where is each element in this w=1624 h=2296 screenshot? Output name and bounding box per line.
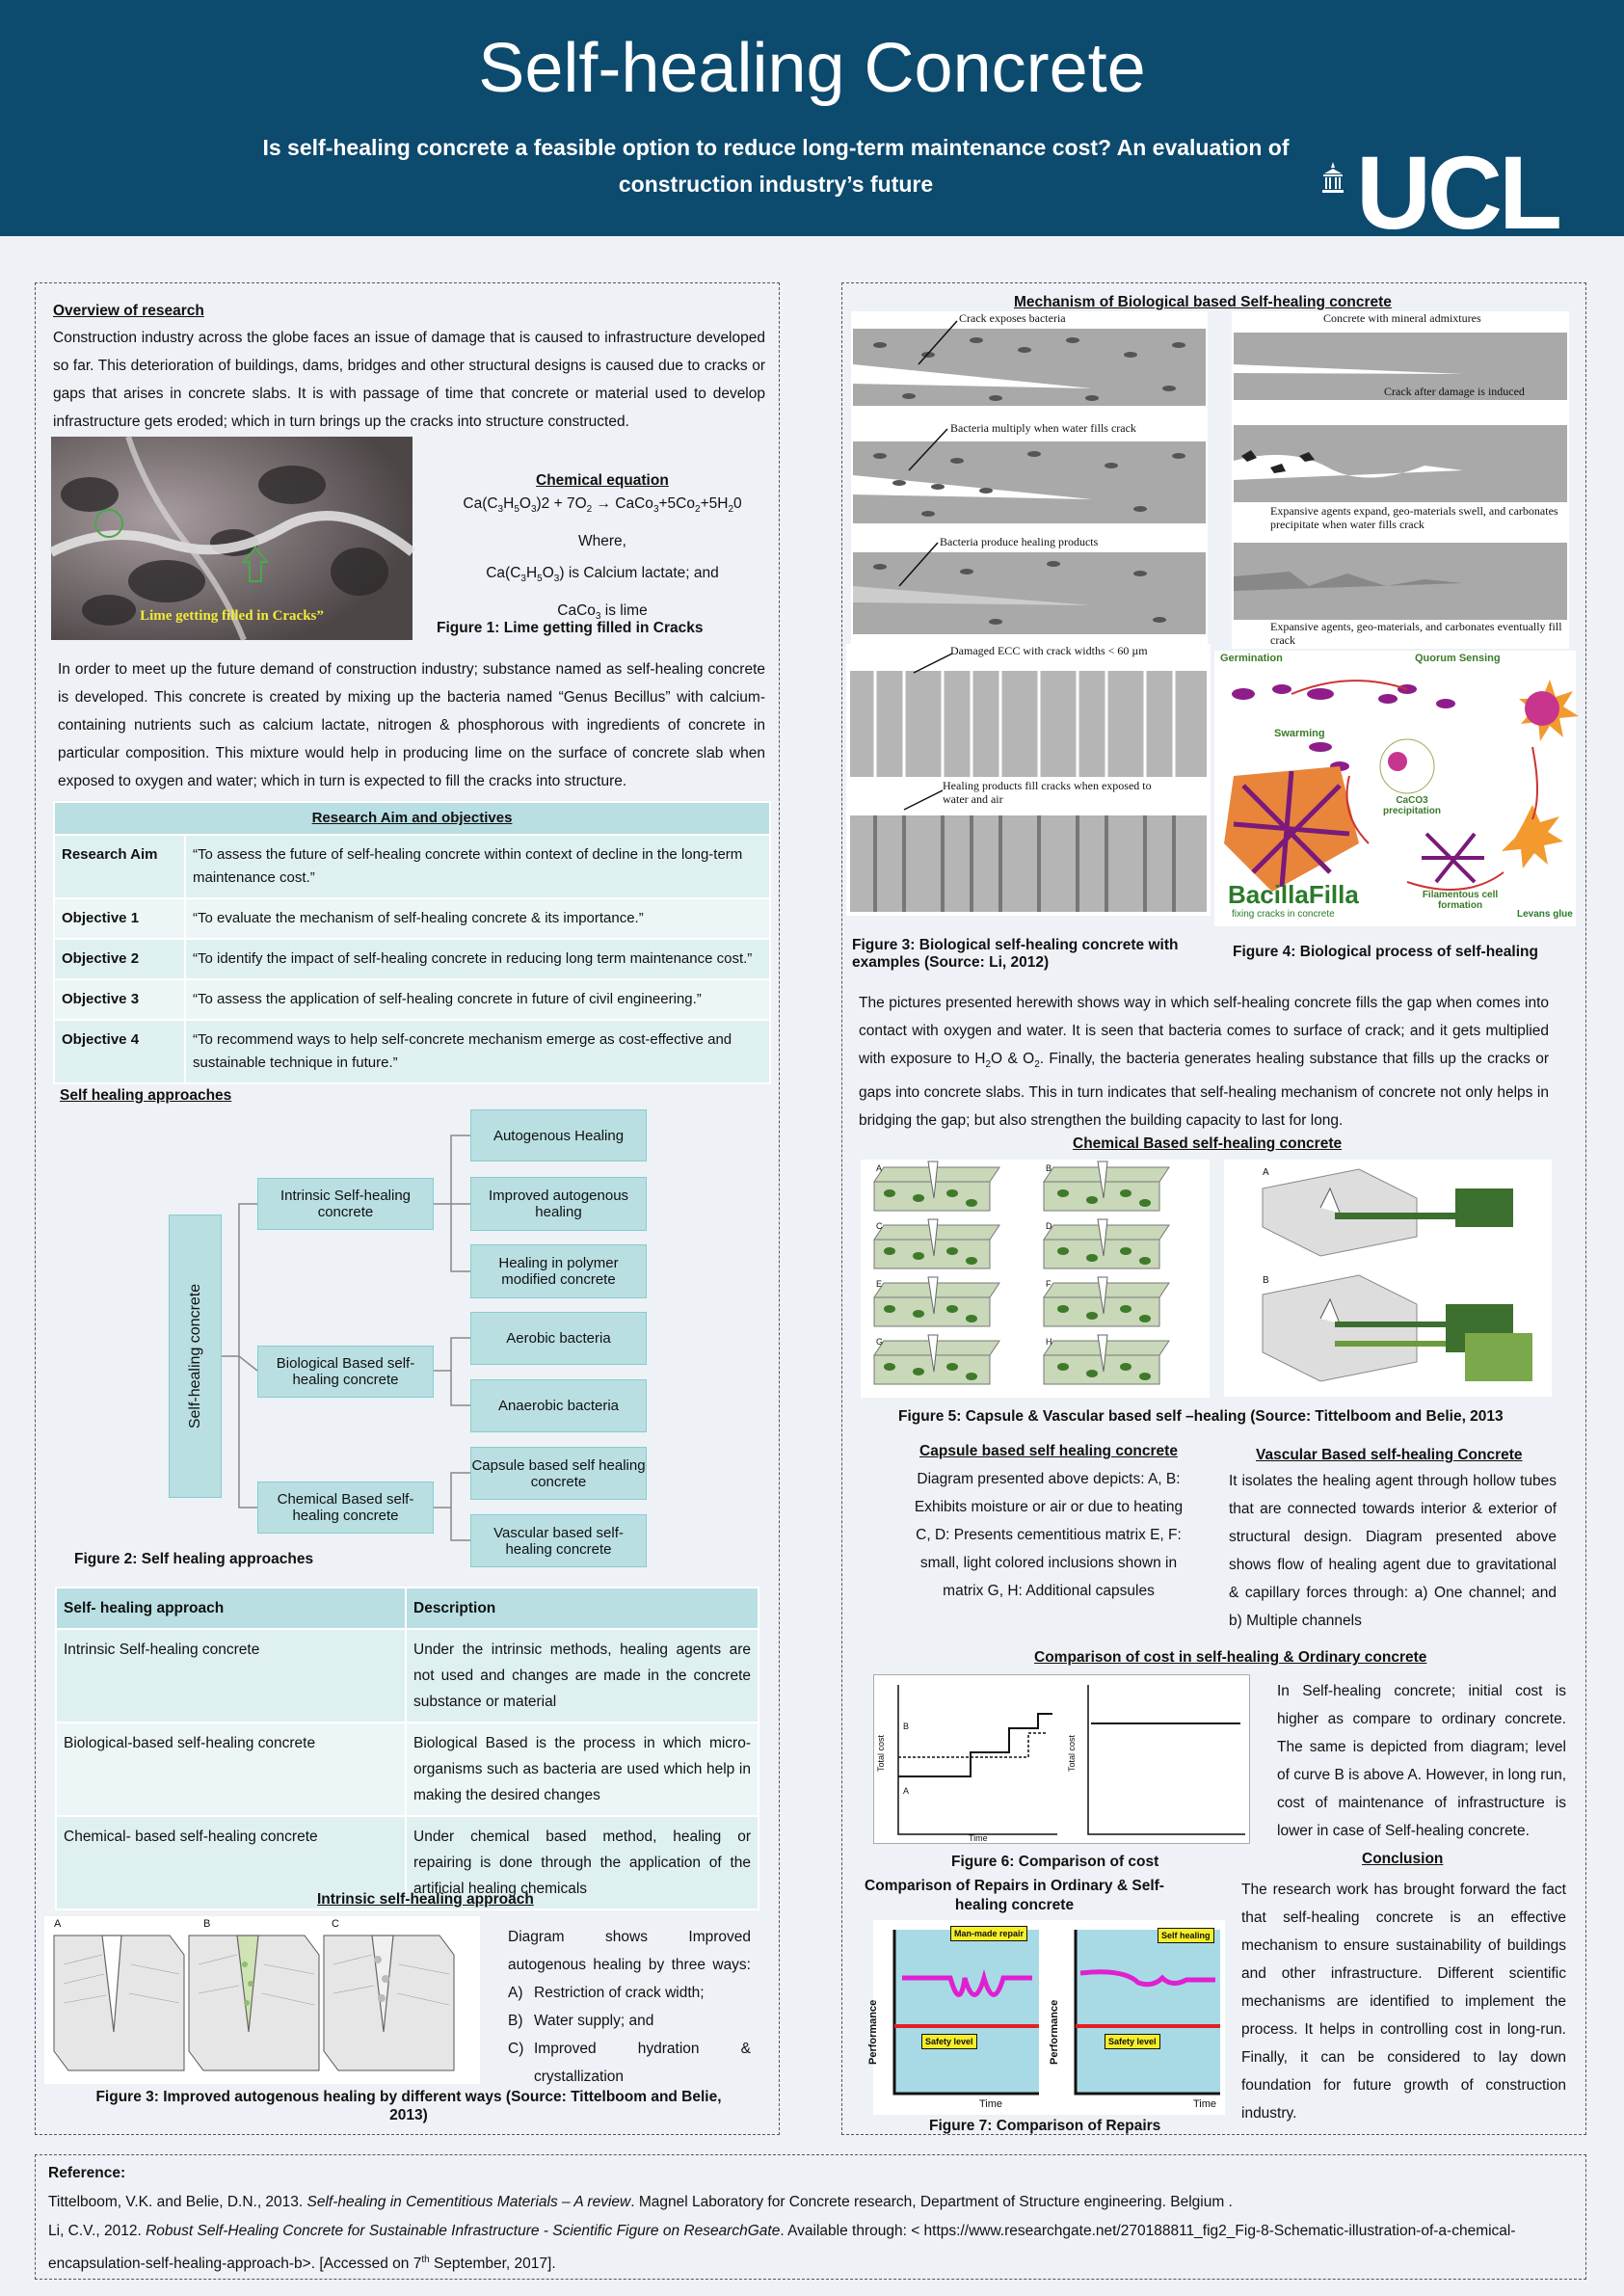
vascular-diagram xyxy=(1224,1160,1552,1397)
bio-text: The pictures presented herewith shows way in which self-healing concrete fills the gap when comes into contact with oxygen and water. It is seen that bacteria comes to surface of crack; and it gets multiplied with exposure to $H_2O$ & $O_2$. Finally, the bacteria generates healing substance that fills up the cracks or gaps into concrete slabs. This in turn indicates that self-healing mechanism of concrete not only helps in bridging the gap; but also strengthen the building capacity to last for long. xyxy=(859,995,1549,1130)
panel-e: E xyxy=(876,1279,883,1289)
label-mineral: Concrete with mineral admixtures xyxy=(1323,311,1481,325)
label-expansive-2: Expansive agents, geo-materials, and carbonates eventually fill crack xyxy=(1270,620,1562,647)
approach-name: Chemical- based self-healing concrete xyxy=(56,1816,406,1909)
bio-text-part-1: The pictures presented herewith shows way in which self-healing concrete fills the gap when comes into contact with oxygen and water. It is seen that bacteria comes to surface of crack; and it gets multiplied with exposure to H xyxy=(859,995,1549,1067)
figure1-caption: Figure 1: Lime getting filled in Cracks xyxy=(437,620,704,636)
ref2-title: Robust Self-Healing Concrete for Sustainable Infrastructure - Scientific Figure on ResearchGate xyxy=(146,2223,781,2239)
label-crack-exposes: Crack exposes bacteria xyxy=(959,311,1066,325)
label-filamentous: Filamentous cell formation xyxy=(1422,890,1499,911)
references-block xyxy=(48,2159,1581,2279)
manmade-repair-label: Man-made repair xyxy=(950,1926,1027,1941)
cost-heading: Comparison of cost in self-healing & Ordinary concrete xyxy=(1034,1649,1427,1666)
label-bacteria-produce: Bacteria produce healing products xyxy=(940,535,1099,548)
label-caco3: CaCO3 precipitation xyxy=(1382,795,1441,816)
root-node-label: Self-healing concrete xyxy=(186,1283,203,1429)
ref2-source: . Available through: < https://www.researchgate.net/270188811_fig2_Fig-8-Schematic-illustration-of-a-chemical- xyxy=(780,2223,1516,2239)
approach-table-col2: Description xyxy=(406,1588,759,1629)
table-key: Objective 2 xyxy=(54,939,185,979)
ref2-sup: th xyxy=(421,2255,430,2265)
ucl-logo xyxy=(1313,134,1602,251)
figure7-caption: Figure 7: Comparison of Repairs xyxy=(929,2118,1161,2134)
label-bacillafilla: BacillaFilla xyxy=(1228,880,1359,909)
label-germination: Germination xyxy=(1220,653,1283,664)
leaf-improved: Improved autogenous healing xyxy=(470,1177,647,1231)
label-swarming: Swarming xyxy=(1274,728,1325,739)
panel-h: H xyxy=(1046,1337,1052,1347)
repairs-heading: Comparison of Repairs in Ordinary & Self-healing concrete xyxy=(865,1878,1164,1913)
poster-subtitle: Is self-healing concrete a feasible option to reduce long-term maintenance cost? An evaluation of construction industry’s future xyxy=(262,135,1290,197)
list-text: Water supply; and xyxy=(534,2013,654,2029)
leaf-anaerobic: Anaerobic bacteria xyxy=(470,1379,647,1432)
table-row xyxy=(56,1629,759,1722)
figure3b-caption: Figure 3: Biological self-healing concrete with examples (Source: Li, 2012) xyxy=(852,937,1179,971)
cost-xlabel: Time xyxy=(969,1833,988,1843)
chemical-lactate: $Ca(C_3H_5O_3)$ is Calcium lactate; and xyxy=(486,565,719,585)
conclusion-text: The research work has brought forward the fact that self-healing concrete is an effective mechanism to ensure sustainability of buildings and other infrastructure. Different scientific mechanisms are identified to implement the process. It helps in controlling cost in long-run. Finally, it can be considered to lay down foundation for future growth of construction industry. xyxy=(1241,1882,1566,2122)
leaf-polymer: Healing in polymer modified concrete xyxy=(470,1244,647,1298)
biological-node: Biological Based self-healing concrete xyxy=(257,1346,434,1398)
root-node xyxy=(169,1215,222,1498)
ref1-authors: Tittelboom, V.K. and Belie, D.N., 2013. xyxy=(48,2194,307,2210)
list-text: Restriction of crack width; xyxy=(534,1985,705,2001)
bacteria-crack-diagram xyxy=(851,311,1208,644)
panel-label-a: A xyxy=(54,1918,62,1930)
table-key: Objective 1 xyxy=(54,898,185,939)
label-damaged-ecc: Damaged ECC with crack widths < 60 µm xyxy=(950,644,1148,657)
table-row xyxy=(54,939,770,979)
intrinsic-heading: Intrinsic self-healing approach xyxy=(317,1891,534,1908)
vascular-heading: Vascular Based self-healing Concrete xyxy=(1256,1447,1523,1463)
label-bacteria-multiply: Bacteria multiply when water fills crack xyxy=(950,421,1136,435)
table-row xyxy=(54,835,770,898)
poster-title: Self-healing Concrete xyxy=(478,30,1146,107)
self-healing-label: Self healing xyxy=(1158,1928,1214,1943)
chemical-equation-block xyxy=(424,488,781,632)
list-item xyxy=(508,1979,751,2007)
label-levans: Levans glue xyxy=(1517,909,1573,920)
panel-f: F xyxy=(1046,1279,1052,1289)
poster-header xyxy=(0,0,1624,251)
safety-level-label-2: Safety level xyxy=(1105,2034,1160,2049)
approach-desc: Under the intrinsic methods, healing agents are not used and changes are made in the concrete substance or material xyxy=(406,1629,759,1722)
list-marker: A) xyxy=(508,1985,523,2001)
label-crack-after: Crack after damage is induced xyxy=(1384,385,1525,398)
approach-table-col1: Self- healing approach xyxy=(56,1588,406,1629)
leaf-capsule: Capsule based self healing concrete xyxy=(470,1447,647,1500)
panel-a: A xyxy=(876,1163,883,1173)
ref2-authors: Li, C.V., 2012. xyxy=(48,2223,146,2239)
list-item xyxy=(508,2035,751,2091)
approach-desc: Under chemical based method, healing or repairing is done through the application of the artificial healing chemicals xyxy=(406,1816,759,1909)
table-key: Research Aim xyxy=(54,835,185,898)
repairs-xlabel-2: Time xyxy=(1193,2098,1217,2110)
bio-text-part-3: . Finally, the bacteria generates healing substance that fills up the cracks or gaps into concrete slabs. This in turn indicates that self-healing mechanism of concrete not only helps in bridging the gap; but also strengthen the building capacity to last for long. xyxy=(859,1051,1549,1130)
reference-1 xyxy=(48,2188,1581,2217)
conclusion-heading: Conclusion xyxy=(1362,1851,1444,1867)
capsule-text: Diagram presented above depicts: A, B: Exhibits moisture or air or due to heating C, D: Presents cementitious matrix E, F: small, light colored inclusions shown in matrix G, H: Additional capsules xyxy=(914,1471,1184,1599)
intro-text: In order to meet up the future demand of construction industry; substance named as self-healing concrete is developed. This concrete is created by mixing up the bacteria named “Genus Becillus” with calcium-containing nutrients such as calcium lactate, nitrogen & phosphorous with ingredients of concrete in particular composition. This mixture would help in producing lime on the surface of concrete slab when exposed to oxygen and water; which in turn is expected to fill the cracks into structure. xyxy=(58,661,765,789)
bio-text-part-2: O & O xyxy=(991,1051,1035,1067)
table-row xyxy=(54,1020,770,1083)
leaf-autogenous: Autogenous Healing xyxy=(470,1109,647,1161)
table-row xyxy=(54,979,770,1020)
repairs-xlabel: Time xyxy=(979,2098,1003,2110)
lime-crack-photo xyxy=(51,437,413,640)
vascular-label-b: B xyxy=(1263,1275,1269,1286)
label-bacillafilla-sub: fixing cracks in concrete xyxy=(1232,909,1335,920)
cost-curve-a: A xyxy=(903,1786,910,1796)
table-value: “To identify the impact of self-healing concrete in reducing long term maintenance cost.” xyxy=(185,939,770,979)
chemical-where: Where, xyxy=(578,533,626,550)
ucl-logo-text: UCL xyxy=(1356,134,1558,251)
figure6-caption: Figure 6: Comparison of cost xyxy=(951,1854,1159,1870)
panel-label-b: B xyxy=(203,1918,211,1930)
panel-g: G xyxy=(876,1337,884,1347)
mineral-admixture-diagram xyxy=(1232,311,1569,649)
figure4-caption: Figure 4: Biological process of self-healing xyxy=(1233,944,1538,960)
intrinsic-list xyxy=(508,1979,751,2091)
cost-curve-b: B xyxy=(903,1722,910,1731)
table-key: Objective 3 xyxy=(54,979,185,1020)
panel-d: D xyxy=(1046,1221,1052,1231)
reference-2 xyxy=(48,2217,1581,2246)
chemical-equation-heading: Chemical equation xyxy=(536,472,669,489)
approach-name: Intrinsic Self-healing concrete xyxy=(56,1629,406,1722)
label-healing-products: Healing products fill cracks when exposed to water and air xyxy=(943,779,1152,806)
panel-b: B xyxy=(1046,1163,1052,1173)
chemical-based-heading: Chemical Based self-healing concrete xyxy=(1073,1135,1343,1152)
ref2-date: September, 2017]. xyxy=(429,2256,556,2273)
table-row xyxy=(56,1722,759,1816)
capsule-block xyxy=(909,1437,1188,1605)
figure5-caption: Figure 5: Capsule & Vascular based self –healing (Source: Tittelboom and Belie, 2013 xyxy=(898,1408,1504,1425)
table-row xyxy=(54,898,770,939)
approach-desc: Biological Based is the process in which micro-organisms such as bacteria are used which help in making the desired changes xyxy=(406,1722,759,1816)
repairs-ylabel: Performance xyxy=(867,1999,879,2065)
panel-label-c: C xyxy=(332,1918,339,1930)
table-value: “To recommend ways to help self-concrete mechanism emerge as cost-effective and sustainable technique in future.” xyxy=(185,1020,770,1083)
ref2-url-end: encapsulation-self-healing-approach-b>. [Accessed on 7 xyxy=(48,2256,422,2273)
chemical-lime: CaCo$_3$ is lime xyxy=(557,602,648,623)
mechanism-heading: Mechanism of Biological based Self-healing concrete xyxy=(1014,294,1392,310)
overview-heading: Overview of research xyxy=(53,303,204,319)
approach-name: Biological-based self-healing concrete xyxy=(56,1722,406,1816)
leaf-vascular: Vascular based self-healing concrete xyxy=(470,1514,647,1567)
reference-2-cont xyxy=(48,2246,1581,2279)
vascular-text: It isolates the healing agent through hollow tubes that are connected towards interior & exterior of structural design. Diagram presented above shows flow of healing agent due to gravitational & capillary forces through: a) One channel; and b) Multiple channels xyxy=(1229,1473,1557,1629)
list-text: Improved hydration & crystallization xyxy=(534,2041,751,2085)
portico-icon xyxy=(1317,160,1349,199)
table-value: “To assess the future of self-healing concrete within context of decline in the long-term maintenance cost.” xyxy=(185,835,770,898)
overview-text: Construction industry across the globe faces an issue of damage that is caused to infrastructure developed so far. This deterioration of buildings, dams, bridges and other structural designs is caused due to cracks or gaps that arises in concrete slabs. It is with passage of time that concrete or material used to develop infrastructure gets eroded; which in turn brings up the cracks into structure constructed. xyxy=(53,330,765,430)
list-marker: C) xyxy=(508,2041,524,2057)
figure2-caption: Figure 2: Self healing approaches xyxy=(74,1551,314,1567)
figure3-caption: Figure 3: Improved autogenous healing by different ways (Source: Tittelboom and Belie, 2013) xyxy=(95,2089,722,2123)
cost-ylabel: Total cost xyxy=(876,1734,886,1772)
safety-level-label: Safety level xyxy=(921,2034,977,2049)
lime-photo-label: Lime getting filled in Cracks” xyxy=(140,608,324,624)
chemical-equation: $Ca(C_3H_5O_3)2 + 7O_2$ → $CaCo_3+5Co_2+5H_20$ xyxy=(463,495,742,516)
cost-ylabel-2: Total cost xyxy=(1067,1734,1077,1772)
research-table-heading: Research Aim and objectives xyxy=(54,802,770,835)
table-key: Objective 4 xyxy=(54,1020,185,1083)
ref1-publisher: . Magnel Laboratory for Concrete research, Department of Structure engineering. Belgium . xyxy=(630,2194,1233,2210)
table-value: “To evaluate the mechanism of self-healing concrete & its importance.” xyxy=(185,898,770,939)
intrinsic-intro: Diagram shows Improved autogenous healing by three ways: xyxy=(508,1929,751,1973)
leaf-aerobic: Aerobic bacteria xyxy=(470,1312,647,1365)
capsule-heading: Capsule based self healing concrete xyxy=(919,1443,1178,1459)
vascular-label-a: A xyxy=(1263,1167,1269,1178)
autogenous-healing-diagram xyxy=(44,1916,480,2084)
list-item xyxy=(508,2007,751,2035)
table-value: “To assess the application of self-healing concrete in future of civil engineering.” xyxy=(185,979,770,1020)
ecc-crack-diagram xyxy=(846,644,1211,916)
repairs-ylabel-2: Performance xyxy=(1049,1999,1060,2065)
cost-comparison-chart xyxy=(873,1674,1250,1844)
capsule-diagram xyxy=(861,1160,1210,1398)
intrinsic-node: Intrinsic Self-healing concrete xyxy=(257,1178,434,1230)
label-expansive-1: Expansive agents expand, geo-materials swell, and carbonates precipitate when water fills crack xyxy=(1270,504,1558,531)
list-marker: B) xyxy=(508,2013,523,2029)
approaches-heading: Self healing approaches xyxy=(60,1087,232,1104)
bacillafilla-diagram xyxy=(1214,651,1576,926)
panel-c: C xyxy=(876,1221,883,1231)
research-aim-table xyxy=(53,801,771,1084)
ref1-title: Self-healing in Cementitious Materials – A review xyxy=(306,2194,631,2210)
label-quorum: Quorum Sensing xyxy=(1415,653,1501,664)
cost-text: In Self-healing concrete; initial cost is higher as compare to ordinary concrete. The same is depicted from diagram; level of curve B is above A. However, in long run, cost of maintenance of infrastructure is lower in case of Self-healing concrete. xyxy=(1277,1683,1566,1839)
repairs-comparison-chart xyxy=(867,1920,1225,2115)
references-heading: Reference: xyxy=(48,2165,126,2181)
chemical-node: Chemical Based self-healing concrete xyxy=(257,1482,434,1534)
approach-table xyxy=(55,1587,759,1910)
